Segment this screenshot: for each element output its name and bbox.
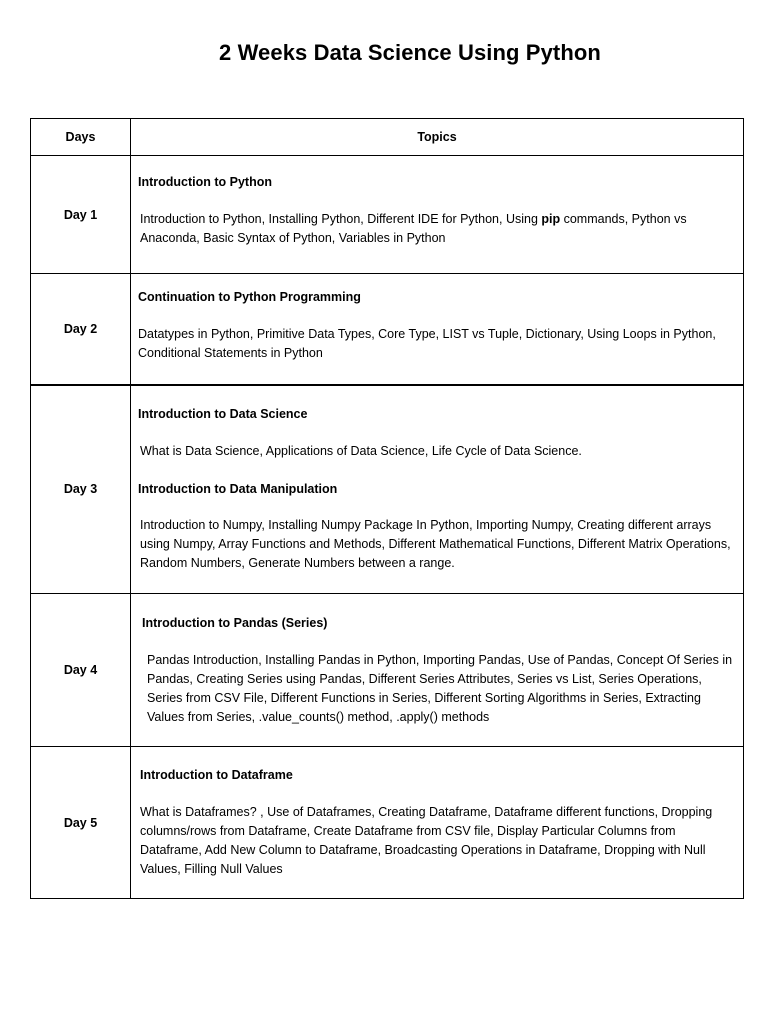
topic-description: Datatypes in Python, Primitive Data Types, Core Type, LIST vs Tuple, Dictionary, Using Loops in Python, Conditional Statements in Python xyxy=(138,327,716,361)
table-header-row xyxy=(31,119,744,156)
day-label: Day 1 xyxy=(31,156,131,274)
day-label: Day 5 xyxy=(31,747,131,899)
topic-heading: Introduction to Python xyxy=(138,175,273,189)
day-label: Day 3 xyxy=(31,385,131,594)
topic-description: Introduction to Python, Installing Python, Different IDE for Python, Using pip commands, Python vs Anaconda, Basic Syntax of Python, Variables in Python xyxy=(140,212,687,245)
day-label: Day 4 xyxy=(31,594,131,747)
topic-description: What is Dataframes? , Use of Dataframes, Creating Dataframe, Dataframe different functions, Dropping columns/rows from Dataframe, Create Dataframe from CSV file, Display Particular Columns from Dataframe, Add New Column to Dataframe, Broadcasting Operations in Dataframe, Dropping with Null Values, Filling Null Values xyxy=(140,805,713,876)
table-row xyxy=(31,594,744,747)
topic-heading: Introduction to Data Science xyxy=(138,407,308,422)
day-label: Day 2 xyxy=(31,274,131,385)
topic-heading: Introduction to Pandas (Series) xyxy=(142,615,328,630)
topics-cell xyxy=(131,385,744,594)
topics-cell xyxy=(131,156,744,274)
page-title: 2 Weeks Data Science Using Python xyxy=(219,40,601,65)
table-row xyxy=(31,747,744,899)
topics-column-header: Topics xyxy=(131,119,744,156)
topics-cell xyxy=(131,747,744,899)
topic-section xyxy=(131,405,743,573)
table-row xyxy=(31,156,744,274)
topic-description: Introduction to Numpy, Installing Numpy Package In Python, Importing Numpy, Creating different arrays using Numpy, Array Functions and Methods, Different Mathematical Functions, Different Matrix Operations, Random Numbers, Generate Numbers between a range. xyxy=(140,518,731,571)
table-row xyxy=(31,385,744,594)
topics-cell xyxy=(131,274,744,385)
syllabus-table xyxy=(30,118,744,899)
topic-description: Pandas Introduction, Installing Pandas in Python, Importing Pandas, Use of Pandas, Concept Of Series in Pandas, Creating Series using Pandas, Different Series Attributes, Series vs List, Series Operations, Series from CSV File, Different Functions in Series, Different Sorting Algorithms in Series, Extracting Values from Series, .value_counts() method, .apply() methods xyxy=(147,652,733,724)
topic-description: What is Data Science, Applications of Data Science, Life Cycle of Data Science. xyxy=(140,444,582,459)
topics-cell xyxy=(131,594,744,747)
table-row xyxy=(31,274,744,385)
pip-keyword: pip xyxy=(541,212,561,226)
topic-section xyxy=(131,173,743,248)
topic-heading: Introduction to Dataframe xyxy=(140,768,293,782)
topic-section xyxy=(131,614,743,727)
days-column-header: Days xyxy=(31,119,131,156)
topic-heading: Introduction to Data Manipulation xyxy=(138,482,338,497)
topic-section xyxy=(131,766,743,879)
topic-section xyxy=(131,288,743,363)
topic-heading: Continuation to Python Programming xyxy=(138,290,361,305)
